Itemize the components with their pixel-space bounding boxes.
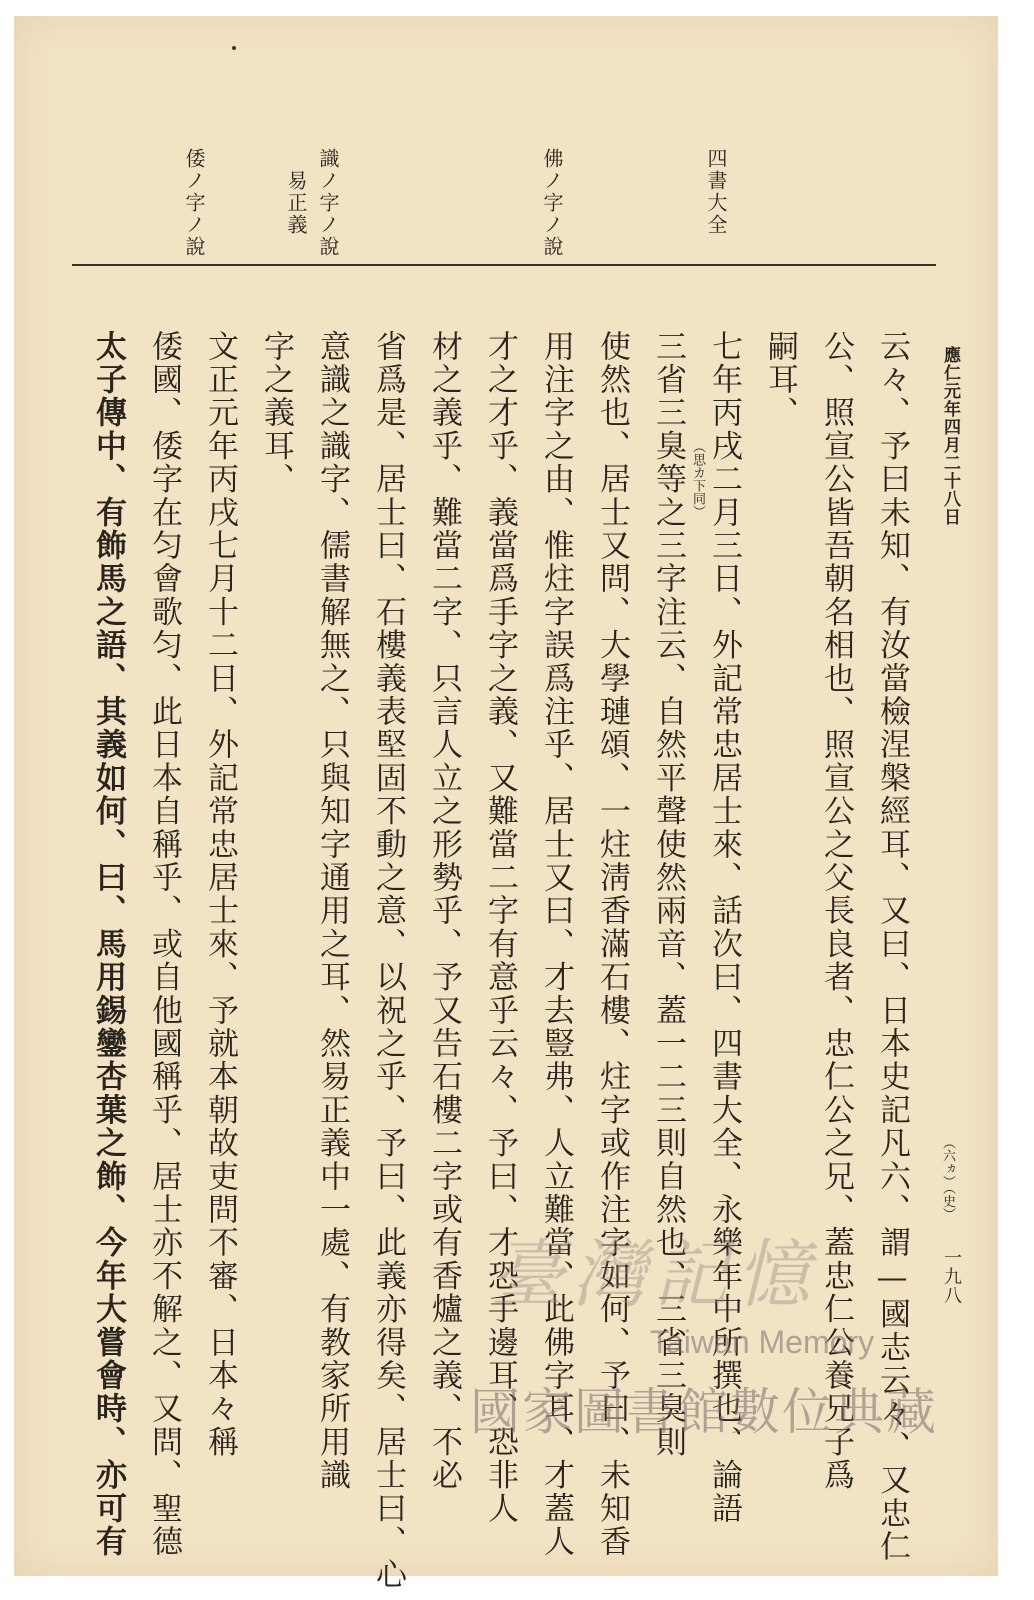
margin-note-buddha-char: 佛ノ字ノ說 [540,148,564,258]
margin-note-shiki-char: 識ノ字ノ說 [316,148,340,258]
text-column-8: 才之才乎、義當爲手字之義、又難當二字有意乎云々、予曰、才恐手邊耳、恐非人 [482,330,518,1526]
text-column-1: 云々、予曰未知、有汝當檢涅槃經耳、又曰、日本史記凡六、謂—國志云々、又忠仁 [874,330,910,1564]
text-column-7: 用注字之由、惟炷字誤爲注乎、居士又曰、才去豎弗、人立難當、此佛字耳、才蓋人 [538,330,574,1559]
text-column-6: 使然也、居士又問、大學璉頌、一炷淸香滿石樓、炷字或作注字如何、予曰、未知香 [594,330,630,1559]
book-page [14,16,998,1592]
text-column-2: 公、照宣公皆吾朝名相也、照宣公之父長良者、忠仁公之兄、蓋忠仁公養兄子爲 [818,330,854,1492]
text-column-9: 材之義乎、難當二字、只言人立之形勢乎、予又告石樓二字或有香爐之義、不必 [426,330,462,1492]
watermark-title: 臺灣記憶 [490,1232,818,1318]
margin-note-wa-char: 倭ノ字ノ說 [182,148,206,258]
margin-note-eki-seigi: 易正義 [284,170,308,236]
text-column-4: 七年丙戌二月三日、外記常忠居士來、話次曰、四書大全、永樂年中所撰也、論語 [706,330,742,1526]
page-number: 一九八 [941,1248,962,1305]
text-column-15: 太子傳中、有飾馬之語、其義如何、曰、馬用錫鑾杏葉之飾、今年大嘗會時、亦可有 [90,330,126,1559]
text-column-11: 意識之識字、儒書解無之、只與知字通用之耳、然易正義中一處、有教家所用識 [314,330,350,1492]
inline-note: （思カ下同） [690,440,705,518]
running-header-date: 應仁元年四月二十八日 [940,346,960,526]
watermark-english: Taiwan Memory [650,1324,875,1360]
margin-note-four-books: 四書大全 [704,148,728,236]
text-column-5: 三省三臭等之三字注云、自然平聲使然兩音、蓋一二三則自然也、三省三臭則 [650,330,686,1459]
ink-dot [232,46,236,50]
text-column-3: 嗣耳、 [762,330,798,430]
top-annotation: （六ヵ）（史） [940,1136,955,1221]
text-column-13: 文正元年丙戌七月十二日、外記常忠居士來、予就本朝故吏問不審、日本々稱 [202,330,238,1459]
text-column-10: 省爲是、居士曰、石樓義表堅固不動之意、以祝之乎、予曰、此義亦得矣、居士曰、心 [370,330,406,1592]
text-column-14: 倭國、倭字在匀會歌匀、此日本自稱乎、或自他國稱乎、居士亦不解之、又問、聖德 [146,330,182,1559]
text-column-12: 字之義耳、 [258,330,294,496]
watermark-library: 國家圖書館數位典藏 [470,1383,938,1441]
header-rule [72,264,936,266]
